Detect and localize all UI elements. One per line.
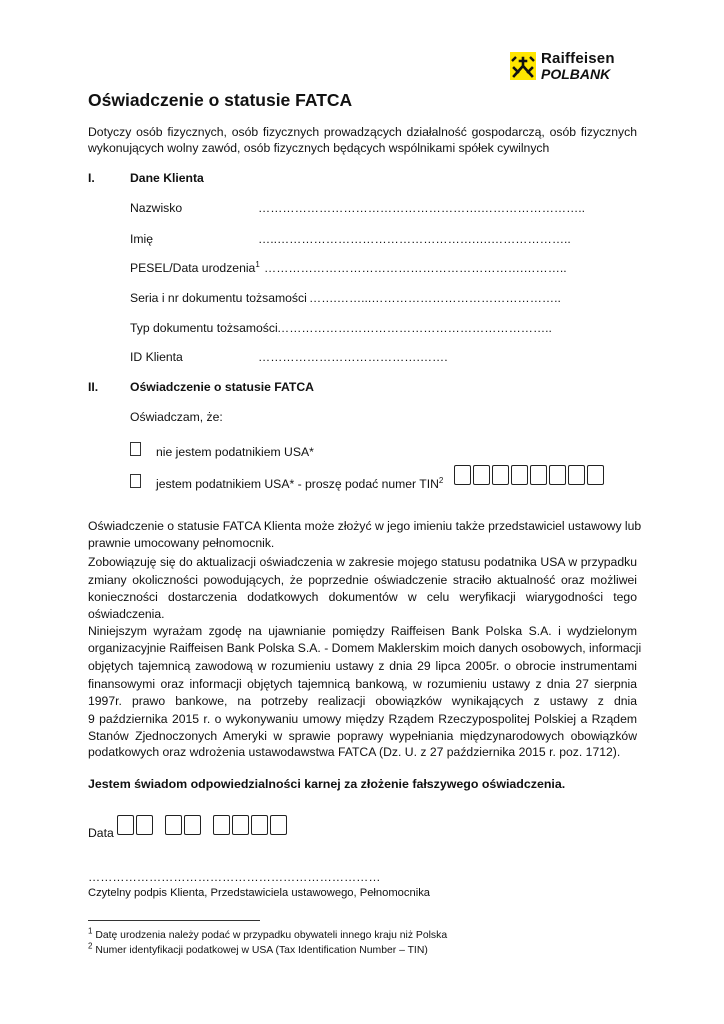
intro-line-2: wykonujących wolny zawód, osób fizycznych będących wspólnikami spółek cywilnych (88, 141, 550, 155)
footnote-1-number: 1 (88, 926, 93, 936)
raiffeisen-gable-cross-icon (510, 52, 536, 80)
tin-digit-box[interactable] (454, 465, 471, 485)
section-1-number: I. (88, 171, 95, 185)
checkbox-us-taxpayer[interactable] (130, 474, 141, 488)
field-label-pesel (130, 261, 260, 276)
field-input-id[interactable]: ………………………………….……. (258, 350, 448, 364)
declare-label: Oświadczam, że: (130, 410, 223, 424)
logo-line2: POLBANK (541, 66, 611, 82)
body-line: Oświadczenie o statusie FATCA Klienta może złożyć w jego imieniu także przedstawiciel ustawowy lub (88, 519, 642, 533)
body-line: objętych tajemnicą zawodową w rozumieniu ustawy z dnia 29 lipca 2005r. o obrocie instrumentami (88, 659, 637, 673)
logo-line1: Raiffeisen (541, 50, 615, 67)
date-month-box[interactable] (165, 815, 182, 835)
checkbox-not-us-taxpayer[interactable] (130, 442, 141, 456)
footnote-1-text: Datę urodzenia należy podać w przypadku obywateli innego kraju niż Polska (95, 930, 448, 941)
body-line: Stanów Zjednoczonych Ameryki w sprawie poprawy wypełniania międzynarodowych obowiązków (88, 729, 637, 743)
signature-label: Czytelny podpis Klienta, Przedstawiciela ustawowego, Pełnomocnika (88, 887, 431, 899)
footnote-ref-2: 2 (438, 475, 444, 485)
date-year-box[interactable] (232, 815, 249, 835)
tin-digit-box[interactable] (549, 465, 566, 485)
intro-line-1: Dotyczy osób fizycznych, osób fizycznych prowadzących działalność gospodarczą, osób fizycznych (88, 125, 637, 139)
date-label: Data (88, 826, 114, 840)
footnote-2 (88, 941, 428, 957)
field-input-seria[interactable]: …….……...……………………………………….. (309, 291, 561, 305)
field-label-imie: Imię (130, 232, 154, 246)
footnote-1 (88, 926, 448, 942)
body-line: organizacyjnie Raiffeisen Bank Polska S.A. - Domem Maklerskim moich danych osobowych, informacji (88, 641, 642, 655)
footnote-2-text: Numer identyfikacji podatkowej w USA (Tax Identification Number – TIN) (95, 945, 428, 956)
field-label-pesel-text: PESEL/Data urodzenia (130, 261, 256, 275)
date-year-box[interactable] (251, 815, 268, 835)
body-line: zmiany okoliczności powodujących, że poprzednie oświadczenie straciło aktualność oraz możliwei (88, 573, 637, 587)
option-us-taxpayer-text: jestem podatnikiem USA* - proszę podać numer TIN (156, 477, 439, 491)
tin-digit-box[interactable] (511, 465, 528, 485)
body-line: prawnie umocowany pełnomocnik. (88, 536, 275, 550)
field-input-nazwisko[interactable]: ……………………………………………….…………………….. (258, 201, 586, 215)
signature-line[interactable]: ……………………………………………………………… (88, 870, 381, 884)
section-1-heading: Dane Klienta (130, 171, 204, 185)
body-line: 1997r. prawo bankowe, na potrzeby realizacji obowiązków wynikających z ustawy z dnia (88, 694, 637, 708)
footnote-2-number: 2 (88, 941, 93, 951)
tin-digit-box[interactable] (568, 465, 585, 485)
liability-warning: Jestem świadom odpowiedzialności karnej za złożenie fałszywego oświadczenia. (88, 777, 566, 791)
tin-digit-box[interactable] (492, 465, 509, 485)
tin-digit-box[interactable] (530, 465, 547, 485)
tin-digit-box[interactable] (473, 465, 490, 485)
field-input-pesel[interactable]: ……………………………………………………….……….. (264, 261, 567, 275)
body-line: Niniejszym wyrażam zgodę na ujawnianie pomiędzy Raiffeisen Bank Polska S.A. i wydzielonym (88, 624, 637, 638)
section-2-number: II. (88, 380, 99, 394)
body-line: oświadczenia. (88, 607, 165, 621)
date-day-box[interactable] (117, 815, 134, 835)
section-2-heading: Oświadczenie o statusie FATCA (130, 380, 314, 394)
field-label-typ: Typ dokumentu tożsamości (130, 321, 278, 335)
tin-digit-box[interactable] (587, 465, 604, 485)
body-line: 9 października 2015 r. o wykonywaniu umowy między Rządem Rzeczypospolitej Polskiej a Rządem (88, 712, 637, 726)
bank-logo (510, 50, 660, 82)
body-line: Zobowiązuję się do aktualizacji oświadczenia w zakresie mojego statusu podatnika USA w przypadku (88, 555, 637, 569)
date-year-box[interactable] (270, 815, 287, 835)
option-us-taxpayer (156, 477, 443, 492)
date-month-box[interactable] (184, 815, 201, 835)
footnote-ref-1: 1 (255, 259, 260, 269)
field-input-imie[interactable]: …..………………………………………….….……………….. (258, 232, 571, 246)
field-label-id: ID Klienta (130, 350, 183, 364)
date-year-box[interactable] (213, 815, 230, 835)
field-input-typ[interactable]: ………………………………………………………….. (277, 321, 552, 335)
tin-input-boxes[interactable] (454, 465, 606, 485)
body-line: konieczności dostarczenia dodatkowych dokumentów w celu weryfikacji wiarygodności tego (88, 590, 637, 604)
body-line: podatkowych oraz wdrożenia ustawodawstwa FATCA (Dz. U. z 27 października 2015 r. poz. 1712). (88, 745, 621, 759)
footnote-divider (88, 920, 260, 921)
body-line: finansowymi oraz informacji objętych tajemnicą bankową, w rozumieniu ustawy z dnia 27 sierpnia (88, 677, 637, 691)
page-title: Oświadczenie o statusie FATCA (88, 90, 353, 110)
date-input-boxes[interactable] (117, 815, 289, 835)
field-label-seria: Seria i nr dokumentu tożsamości (130, 291, 307, 305)
option-not-us-taxpayer: nie jestem podatnikiem USA* (156, 445, 314, 459)
date-day-box[interactable] (136, 815, 153, 835)
field-label-nazwisko: Nazwisko (130, 201, 183, 215)
